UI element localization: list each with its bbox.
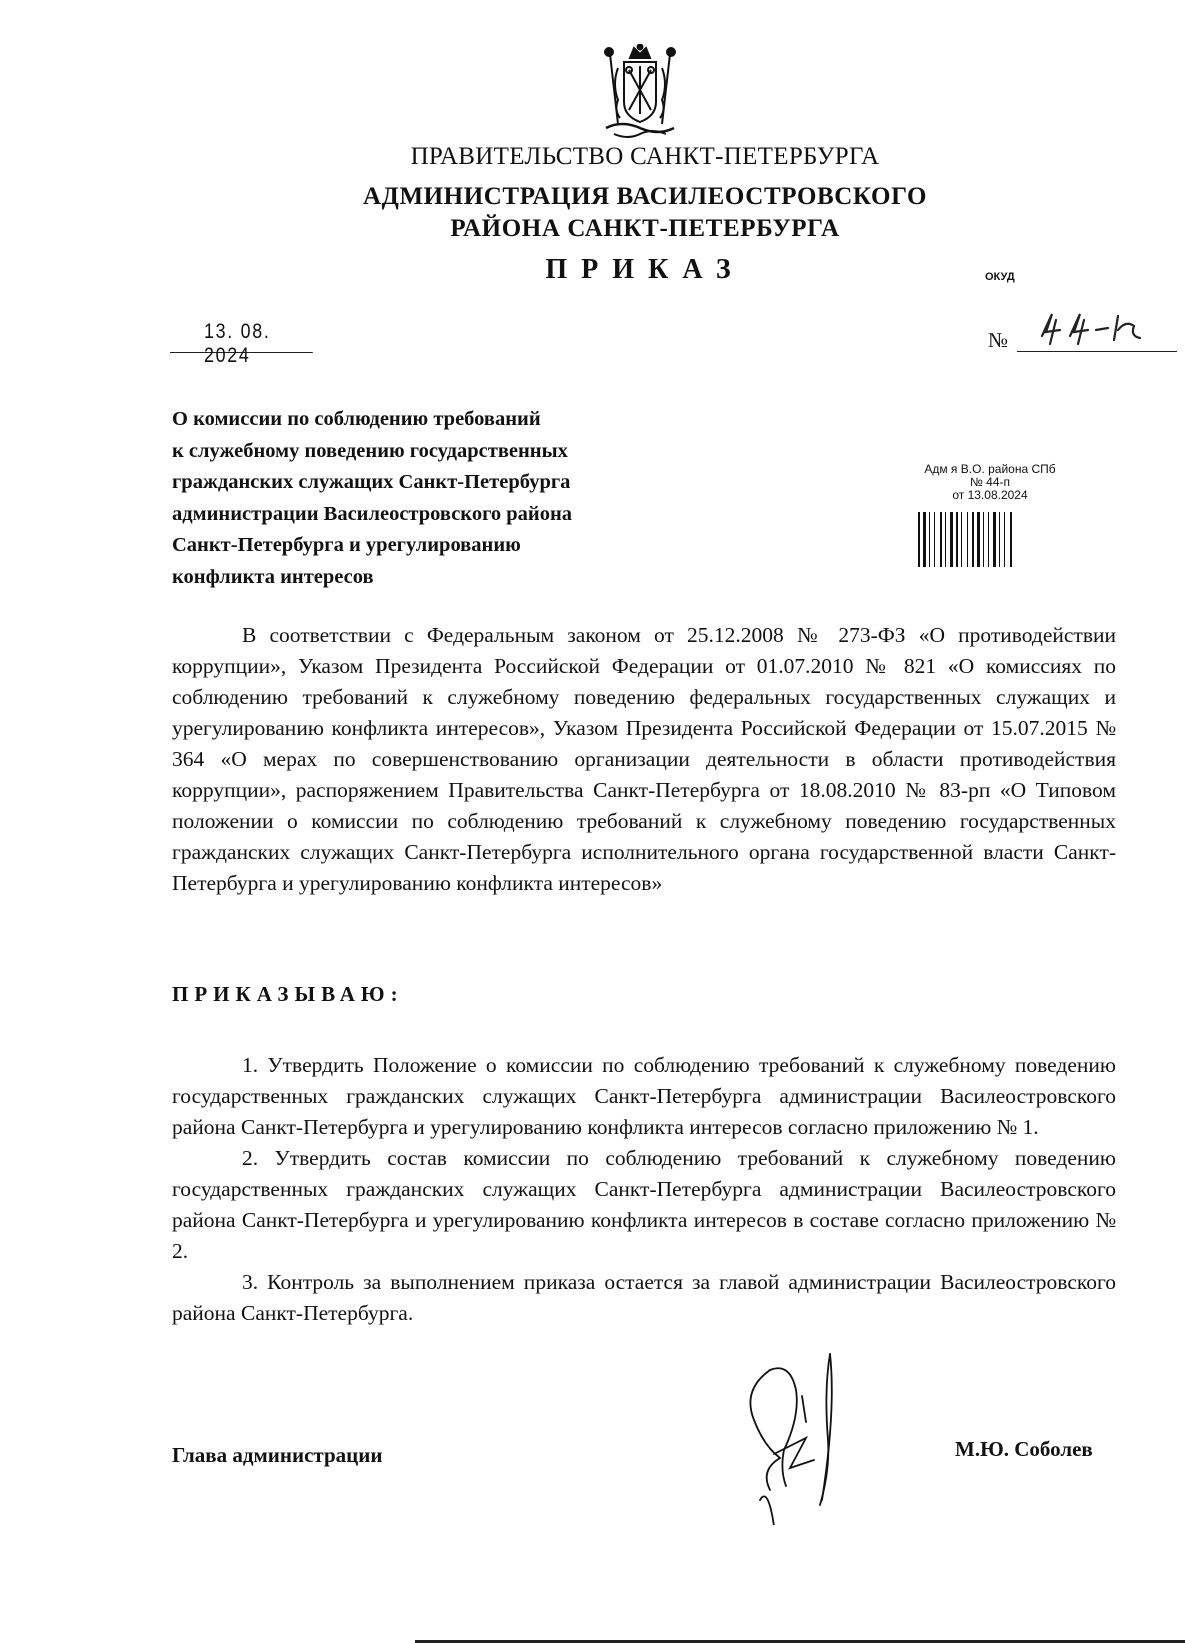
subject-line: гражданских служащих Санкт-Петербурга <box>172 471 571 493</box>
order-item: 2. Утвердить состав комиссии по соблюдению требований к служебному поведению государственных гражданских служащих Санкт-Петербурга администрации Василеостровского района Санкт-Петербурга и урегулированию конфликта интересов в составе согласно приложению № 2. <box>172 1146 1116 1263</box>
registration-date: от 13.08.2024 <box>952 488 1028 502</box>
barcode-bar <box>977 512 980 567</box>
barcode-bar <box>993 512 996 567</box>
barcode-bar <box>983 512 984 567</box>
order-date: 13. 08. 2024 <box>170 320 313 353</box>
subject-line: О комиссии по соблюдению требований <box>172 408 541 430</box>
barcode-bar <box>923 512 926 567</box>
document-type-title: ПРИКАЗ <box>545 254 745 285</box>
administration-name-line1: АДМИНИСТРАЦИЯ ВАСИЛЕОСТРОВСКОГО <box>362 183 927 210</box>
preamble-text: В соответствии с Федеральным законом от 25.12.2008 № 273-ФЗ «О противодействии коррупции», Указом Президента Российской Федерации от 01.07.2010 № 821 «О комиссиях по соблюдению требований к служебному поведению федеральных государственных служащих и урегулированию конфликта интересов», Указом Президента Российской Федерации от 15.07.2015 № 364 «О мерах по совершенствованию организации деятельности в области противодействия коррупции», распоряжением Правительства Санкт-Петербурга от 18.08.2010 № 83-рп «О Типовом положении о комиссии по соблюдению требований к служебному поведению государственных гражданских служащих Санкт-Петербурга исполнительного органа государственной власти Санкт-Петербурга и урегулированию конфликта интересов» <box>172 623 1116 895</box>
order-number-underline <box>1017 351 1177 352</box>
barcode-bar <box>945 512 946 567</box>
barcode-bar <box>918 512 920 567</box>
order-subject <box>172 404 672 593</box>
administration-name-line2: РАЙОНА САНКТ-ПЕТЕРБУРГА <box>450 215 840 242</box>
barcode-bar <box>950 512 953 567</box>
subject-line: конфликта интересов <box>172 565 374 588</box>
barcode-bar <box>972 512 974 567</box>
registration-stamp <box>880 463 1100 502</box>
handwritten-order-number <box>1030 306 1150 350</box>
barcode-bar <box>956 512 958 567</box>
directive-heading: ПРИКАЗЫВАЮ: <box>172 982 404 1006</box>
order-number-label: № <box>988 328 1009 352</box>
barcode-bar <box>988 512 989 567</box>
barcode-icon <box>916 512 1056 567</box>
barcode-bar <box>940 512 942 567</box>
subject-line: администрации Василеостровского района <box>172 502 573 525</box>
barcode-bar <box>1004 512 1005 567</box>
barcode-bar <box>934 512 935 567</box>
registration-org: Адм я В.О. района СПб <box>924 462 1056 476</box>
signatory-title: Глава администрации <box>172 1443 383 1467</box>
barcode-bar <box>967 512 968 567</box>
order-item: 3. Контроль за выполнением приказа остается за главой администрации Василеостровского района Санкт-Петербурга. <box>172 1270 1116 1325</box>
okud-label: ОКУД <box>985 271 1015 283</box>
coat-of-arms-icon <box>596 44 684 144</box>
barcode-bar <box>1010 512 1012 567</box>
barcode-bar <box>929 512 930 567</box>
barcode-bar <box>999 512 1000 567</box>
order-items <box>172 1050 1116 1329</box>
signatory-name: М.Ю. Соболев <box>955 1437 1093 1461</box>
barcode-bar <box>961 512 962 567</box>
subject-line: к служебному поведению государственных <box>172 439 568 462</box>
handwritten-signature <box>740 1350 850 1525</box>
subject-line: Санкт-Петербурга и урегулированию <box>172 534 521 556</box>
government-name: ПРАВИТЕЛЬСТВО САНКТ-ПЕТЕРБУРГА <box>410 143 880 170</box>
registration-number: № 44-п <box>969 475 1011 489</box>
order-item: 1. Утвердить Положение о комиссии по соблюдению требований к служебному поведению государственных гражданских служащих Санкт-Петербурга администрации Василеостровского района Санкт-Петербурга и урегулированию конфликта интересов согласно приложению № 1. <box>172 1053 1116 1139</box>
